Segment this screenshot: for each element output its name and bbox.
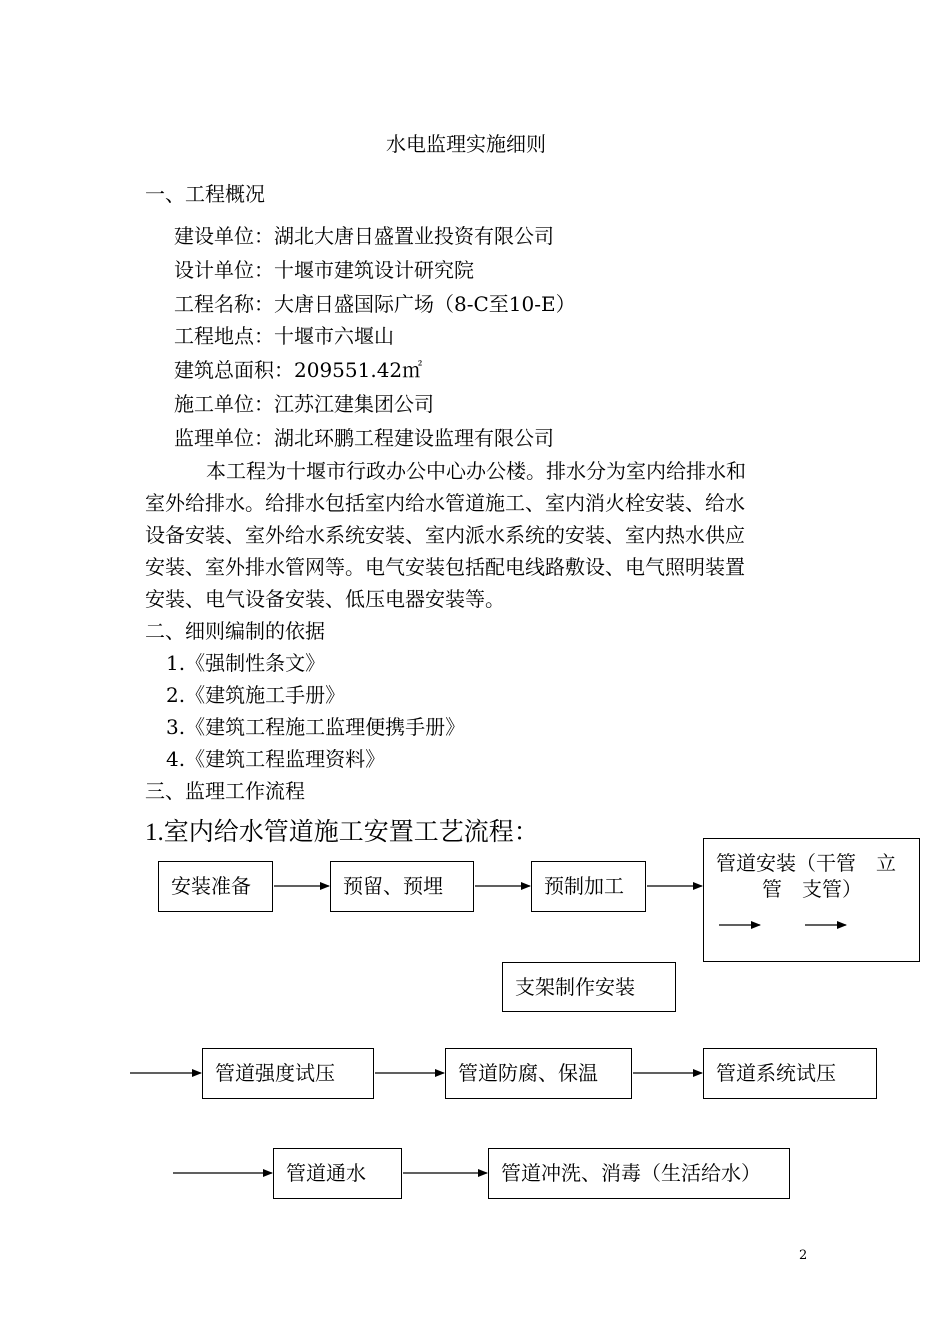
page-number: 2 [799, 1248, 808, 1263]
section-heading-overview: 一、工程概况 [145, 182, 265, 206]
section-heading-basis: 二、细则编制的依据 [145, 619, 325, 643]
flow-box-label: 安装准备 [171, 874, 251, 898]
flow-box-label: 管道系统试压 [716, 1061, 836, 1085]
flow-subheading: 1.室内给水管道施工安置工艺流程： [145, 819, 539, 846]
flow-box-label: 管道安装（干管 立 [716, 851, 896, 875]
flow-box-label: 管道通水 [286, 1161, 366, 1185]
paragraph-line: 本工程为十堰市行政办公中心办公楼。排水分为室内给排水和 [206, 459, 746, 483]
field-owner: 建设单位：湖北大唐日盛置业投资有限公司 [174, 224, 554, 248]
flow-box-label: 管 支管） [762, 877, 862, 901]
document-title: 水电监理实施细则 [386, 132, 546, 156]
field-area: 建筑总面积：209551.42㎡ [174, 358, 423, 382]
field-contractor: 施工单位：江苏江建集团公司 [174, 392, 434, 416]
paragraph-line: 室外给排水。给排水包括室内给水管道施工、室内消火栓安装、给水 [145, 491, 745, 515]
basis-item: 1.《强制性条文》 [166, 651, 326, 675]
flow-box-label: 管道强度试压 [215, 1061, 335, 1085]
basis-item: 3.《建筑工程施工监理便携手册》 [166, 715, 466, 739]
flow-box-label: 管道冲洗、消毒（生活给水） [501, 1161, 761, 1185]
basis-item: 4.《建筑工程监理资料》 [166, 747, 386, 771]
flow-box-label: 管道防腐、保温 [458, 1061, 598, 1085]
flow-box-label: 预留、预埋 [343, 874, 443, 898]
flow-box-label: 支架制作安装 [515, 975, 635, 999]
section-heading-workflow: 三、监理工作流程 [145, 779, 305, 803]
field-supervisor: 监理单位：湖北环鹏工程建设监理有限公司 [174, 426, 554, 450]
paragraph-line: 设备安装、室外给水系统安装、室内派水系统的安装、室内热水供应 [145, 523, 745, 547]
field-designer: 设计单位：十堰市建筑设计研究院 [174, 258, 474, 282]
basis-item: 2.《建筑施工手册》 [166, 683, 346, 707]
field-project-name: 工程名称：大唐日盛国际广场（8-C至10-E） [174, 292, 576, 316]
paragraph-line: 安装、室外排水管网等。电气安装包括配电线路敷设、电气照明装置 [145, 555, 745, 579]
paragraph-line: 安装、电气设备安装、低压电器安装等。 [145, 587, 505, 611]
flow-box-label: 预制加工 [544, 874, 624, 898]
field-location: 工程地点：十堰市六堰山 [174, 324, 394, 348]
